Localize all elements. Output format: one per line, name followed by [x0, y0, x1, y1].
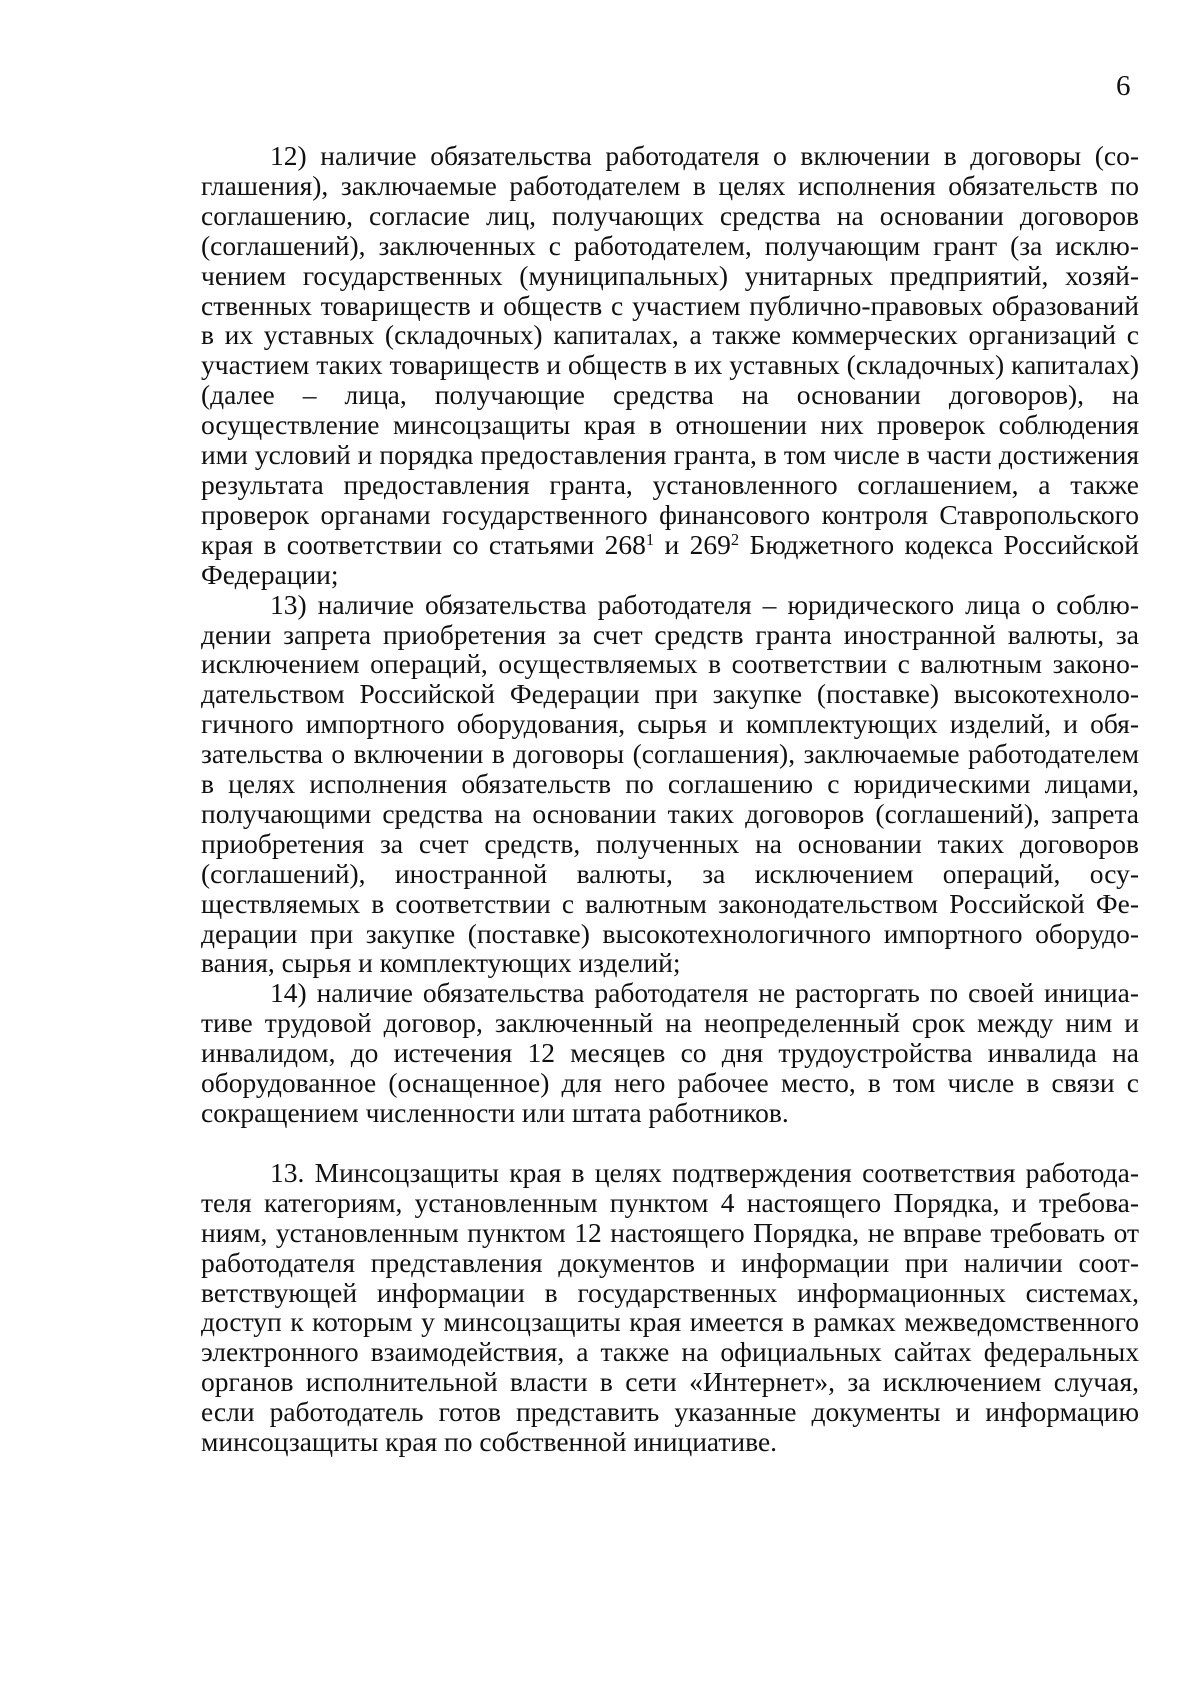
superscript-index: 2 [730, 529, 740, 549]
paragraph-text: и 269 [654, 528, 731, 560]
paragraph-text: 13) наличие обязательства работодателя – юридического лица о соблюдении запрета приобретения за счет средств гранта иностранной валюты, за исключением операций, осуществляемых в соответствии с валютным законодательством Российской Федерации при закупке (поставке) высокотехнологичного импортного оборудования, сырья и комплектующих изделий, и обязательства о включении в договоры (соглашения), заключаемые работодателем в целях исполнения обязательств по соглашению с юридическими лицами, получающими средства на основании таких договоров (соглашений), запрета приобретения за счет средств, полученных на основании таких договоров (соглашений), иностранной валюты, за исключением операций, осуществляемых в соответствии с валютным законодательством Российской Федерации при закупке (поставке) высокотехнологичного импортного оборудования, сырья и комплектующих изделий; [201, 588, 1139, 979]
paragraph-text: 12) наличие обязательства работодателя о включении в договоры (соглашения), заключаемые работодателем в целях исполнения обязательств по соглашению, согласие лиц, получающих средства на основании договоров (соглашений), заключенных с работодателем, получающим грант (за исключением государственных (муниципальных) унитарных предприятий, хозяйственных товариществ и обществ с участием публично-правовых образований в их уставных (складочных) капиталах, а также коммерческих организаций с участием таких товариществ и обществ в их уставных (складочных) капиталах) (далее – лица, получающие средства на основании договоров), на осуществление минсоцзащиты края в отношении них проверок соблюдения ими условий и порядка предоставления гранта, в том числе в части достижения результата предоставления гранта, установленного соглашением, а также проверок органами государственного финансового контроля Ставропольского края в соответствии со статьями 268 [201, 140, 1139, 560]
paragraph-clause-13 [201, 1158, 1139, 1457]
page-number: 6 [1116, 70, 1131, 102]
paragraph-item-13 [201, 590, 1139, 979]
paragraph-item-14 [201, 978, 1139, 1128]
paragraph-text: 14) наличие обязательства работодателя не расторгать по своей инициативе трудовой договор, заключенный на неопределенный срок между ним и инвалидом, до истечения 12 месяцев со дня трудоустройства инвалида на оборудованное (оснащенное) для него рабочее место, в том числе в связи с сокращением численности или штата работников. [201, 977, 1139, 1128]
document-body [201, 141, 1139, 1457]
paragraph-text: 13. Минсоцзащиты края в целях подтверждения соответствия работодателя категориям, установленным пунктом 4 настоящего Порядка, и требованиям, установленным пунктом 12 настоящего Порядка, не вправе требовать от работодателя представления документов и информации при наличии соответствующей информации в государственных информационных системах, доступ к которым у минсоцзащиты края имеется в рамках межведомственного электронного взаимодействия, а также на официальных сайтах федеральных органов исполнительной власти в сети «Интернет», за исключением случая, если работодатель готов представить указанные документы и информацию минсоцзащиты края по собственной инициативе. [201, 1156, 1139, 1458]
paragraph-text: Бюджетного кодекса Российской Федерации; [201, 528, 1140, 590]
paragraph-item-12 [201, 141, 1139, 590]
superscript-index: 1 [645, 529, 655, 549]
